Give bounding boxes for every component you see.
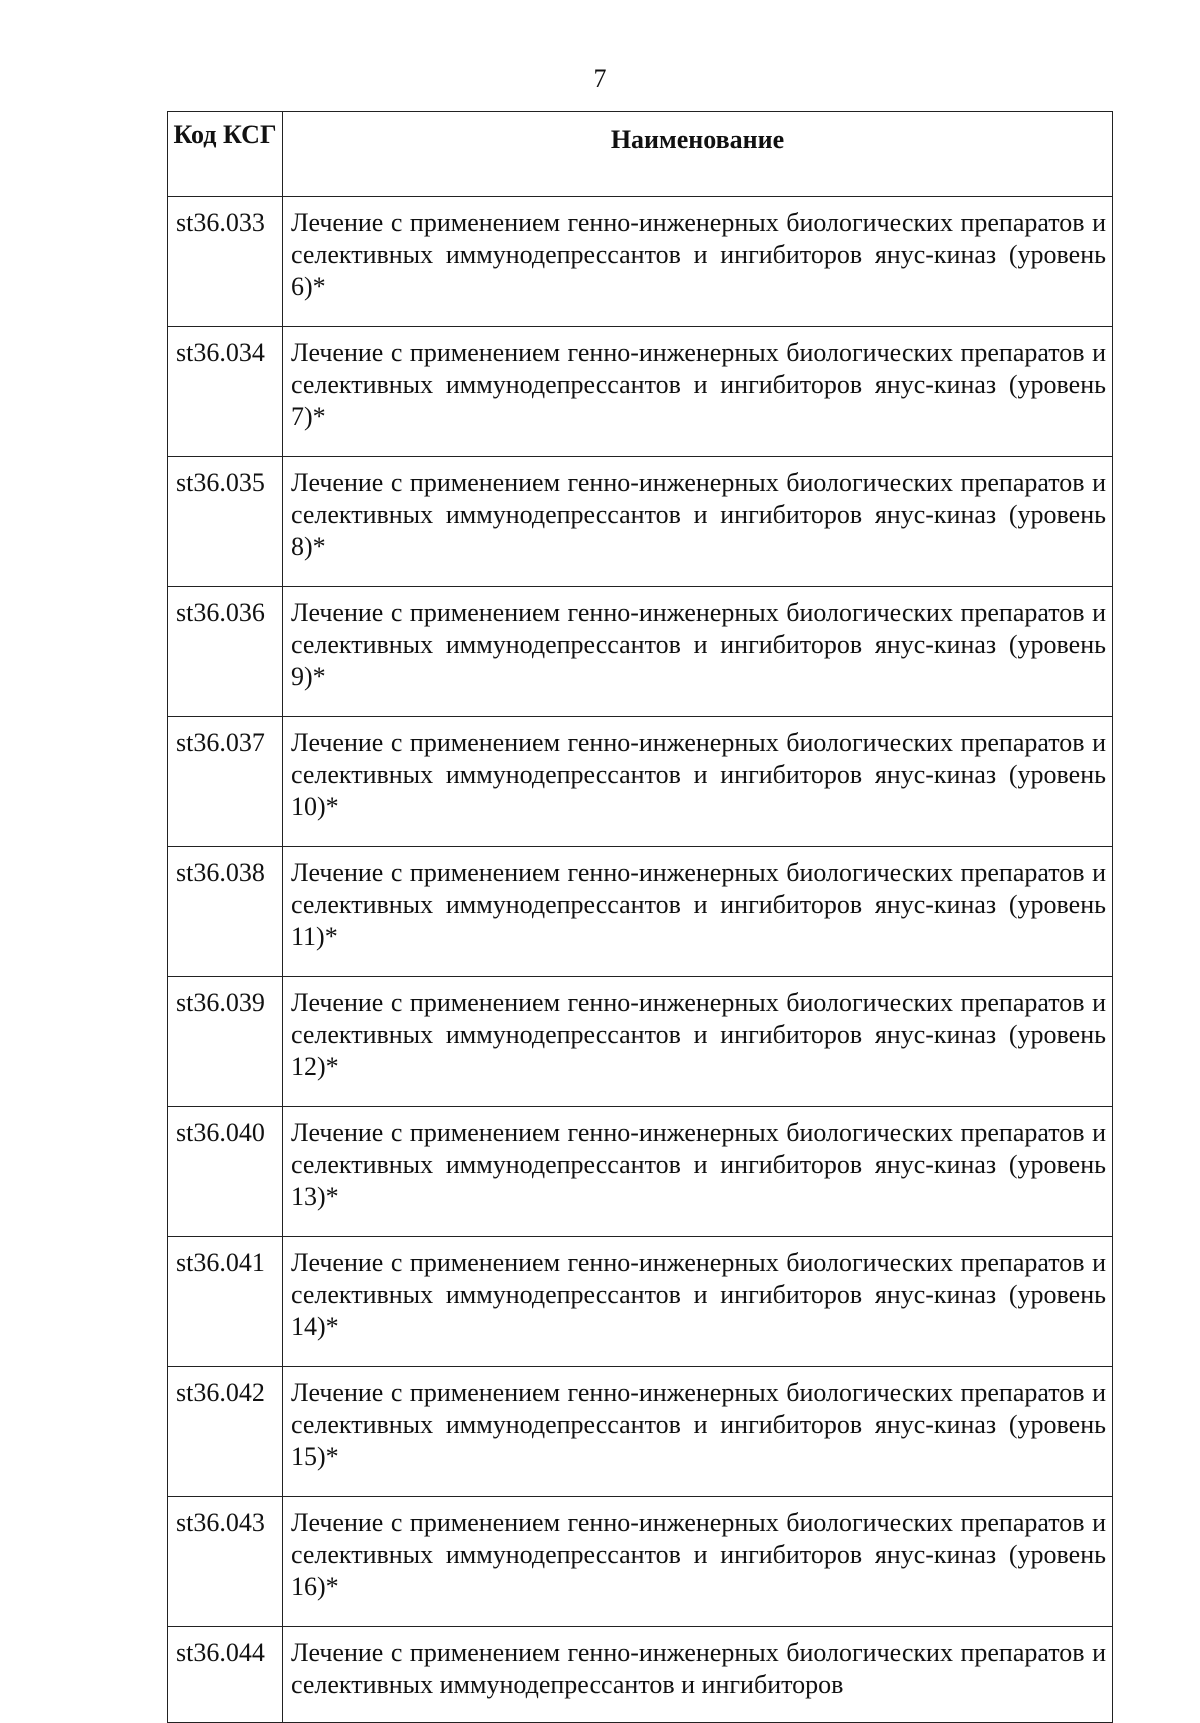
ksg-table <box>167 111 1113 1723</box>
ksg-name-text: Лечение с применением генно-инженерных биологических препаратов и селективных иммунодепрессантов и ингибиторов <box>291 1638 1106 1699</box>
table-row <box>168 847 1113 977</box>
ksg-code-cell: st36.044 <box>168 1627 283 1723</box>
ksg-code-cell: st36.043 <box>168 1497 283 1627</box>
ksg-name-text: Лечение с применением генно-инженерных биологических препаратов и селективных иммунодепрессантов и ингибиторов янус-киназ (уровень 14)* <box>291 1248 1106 1341</box>
page-number: 7 <box>593 64 607 93</box>
table-row <box>168 457 1113 587</box>
table-row <box>168 1497 1113 1627</box>
ksg-name-cell <box>283 1237 1113 1367</box>
ksg-name-text: Лечение с применением генно-инженерных биологических препаратов и селективных иммунодепрессантов и ингибиторов янус-киназ (уровень 11)* <box>291 858 1106 951</box>
ksg-name-cell <box>283 587 1113 717</box>
header-code: Код КСГ <box>168 112 283 197</box>
ksg-name-text: Лечение с применением генно-инженерных биологических препаратов и селективных иммунодепрессантов и ингибиторов янус-киназ (уровень 10)* <box>291 728 1106 821</box>
table-row <box>168 327 1113 457</box>
ksg-name-text: Лечение с применением генно-инженерных биологических препаратов и селективных иммунодепрессантов и ингибиторов янус-киназ (уровень 12)* <box>291 988 1106 1081</box>
ksg-code-cell: st36.033 <box>168 197 283 327</box>
ksg-name-text: Лечение с применением генно-инженерных биологических препаратов и селективных иммунодепрессантов и ингибиторов янус-киназ (уровень 13)* <box>291 1118 1106 1211</box>
ksg-name-text: Лечение с применением генно-инженерных биологических препаратов и селективных иммунодепрессантов и ингибиторов янус-киназ (уровень 6)* <box>291 208 1106 301</box>
ksg-name-text: Лечение с применением генно-инженерных биологических препаратов и селективных иммунодепрессантов и ингибиторов янус-киназ (уровень 7)* <box>291 338 1106 431</box>
table-row <box>168 1367 1113 1497</box>
ksg-name-text: Лечение с применением генно-инженерных биологических препаратов и селективных иммунодепрессантов и ингибиторов янус-киназ (уровень 9)* <box>291 598 1106 691</box>
ksg-name-cell <box>283 1627 1113 1723</box>
ksg-name-text: Лечение с применением генно-инженерных биологических препаратов и селективных иммунодепрессантов и ингибиторов янус-киназ (уровень 8)* <box>291 468 1106 561</box>
table-row <box>168 587 1113 717</box>
ksg-name-cell <box>283 197 1113 327</box>
ksg-code-cell: st36.038 <box>168 847 283 977</box>
header-name: Наименование <box>283 112 1113 197</box>
ksg-code-cell: st36.034 <box>168 327 283 457</box>
table-row <box>168 1107 1113 1237</box>
table-row <box>168 717 1113 847</box>
ksg-name-cell <box>283 1367 1113 1497</box>
ksg-code-cell: st36.039 <box>168 977 283 1107</box>
ksg-name-cell <box>283 457 1113 587</box>
table-row <box>168 197 1113 327</box>
ksg-name-text: Лечение с применением генно-инженерных биологических препаратов и селективных иммунодепрессантов и ингибиторов янус-киназ (уровень 16)* <box>291 1508 1106 1601</box>
ksg-name-cell <box>283 847 1113 977</box>
table-row <box>168 1237 1113 1367</box>
ksg-name-text: Лечение с применением генно-инженерных биологических препаратов и селективных иммунодепрессантов и ингибиторов янус-киназ (уровень 15)* <box>291 1378 1106 1471</box>
ksg-name-cell <box>283 327 1113 457</box>
ksg-name-cell <box>283 1497 1113 1627</box>
ksg-code-cell: st36.041 <box>168 1237 283 1367</box>
table-row <box>168 977 1113 1107</box>
ksg-code-cell: st36.040 <box>168 1107 283 1237</box>
table-header-row <box>168 112 1113 197</box>
ksg-code-cell: st36.035 <box>168 457 283 587</box>
ksg-name-cell <box>283 977 1113 1107</box>
ksg-code-cell: st36.036 <box>168 587 283 717</box>
table-row <box>168 1627 1113 1723</box>
ksg-code-cell: st36.037 <box>168 717 283 847</box>
ksg-code-cell: st36.042 <box>168 1367 283 1497</box>
ksg-name-cell <box>283 1107 1113 1237</box>
table-body <box>168 197 1113 1723</box>
ksg-name-cell <box>283 717 1113 847</box>
